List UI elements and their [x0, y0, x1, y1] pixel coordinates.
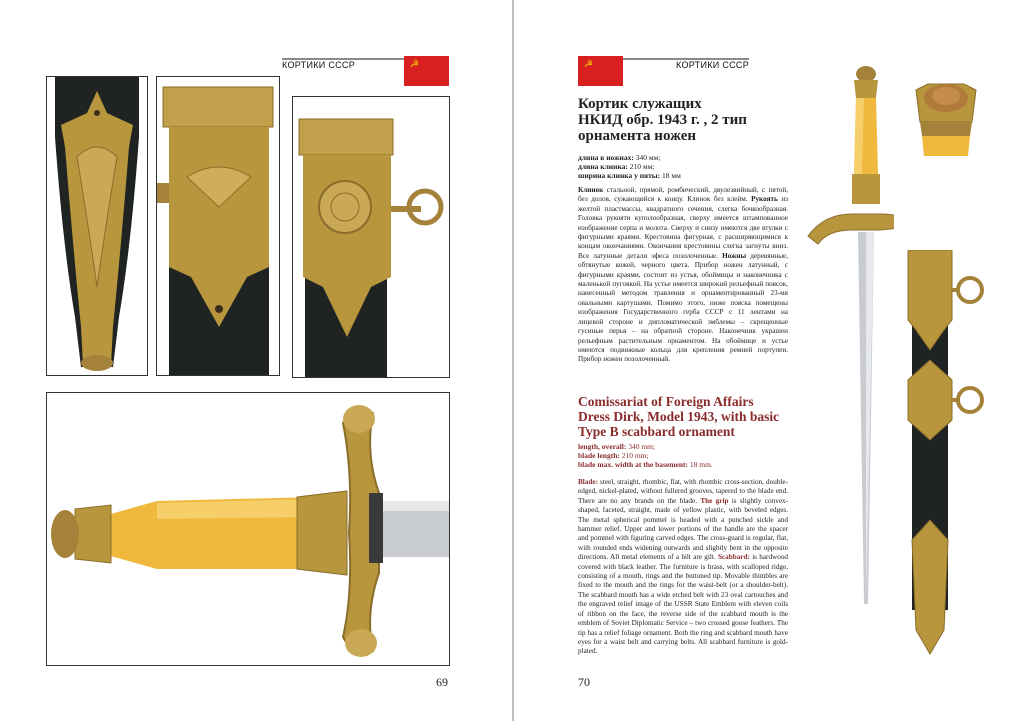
ussr-flag-icon: ☭ [578, 56, 623, 86]
photo-scabbard-tip [46, 76, 148, 376]
photo-dirk-full [804, 64, 894, 610]
photo-pommel-closeup [908, 76, 984, 166]
specs-russian: длина в ножнах: 340 мм; длина клинка: 210 мм; ширина клинка у пяты: 18 мм [578, 153, 681, 180]
right-page [514, 0, 1024, 721]
photo-scabbard-mouth-emblem [292, 96, 450, 378]
header-title: КОРТИКИ СССР [676, 60, 750, 70]
header-title: КОРТИКИ СССР [282, 60, 356, 70]
description-russian: Клинок стальной, прямой, ромбический, двулезвийный, с пятой, без долов, сужающийся к концу. Клинок без клейм. Рукоять из желтой пластмассы, квадратного сечения, слегка бочкообразная. Головка рукояти куполообразная, сверху имеется штампованное изображение серпа и молота. Сверху и снизу имеются две втулки с фигурными краями. Крестовина фигурная, с расширяющимися к концам окончаниями. Окончания крестовины слегка загнуты вниз. Все латунные детали эфеса позолоченные. Ножны деревянные, обтянутые кожей, черного цвета. Прибор ножен латунный, с фигурными краями, состоит из устья, обоймицы и наконечника с маленькой пуговкой. На устье имеется широкий рельефный поясок, нанесенный методом травления и орнаментированный 23-мя овальными картушами. Помимо этого, ниже пояска помещены изображения Государственного герба СССР с 11 лентами на лицевой стороне и дипломатической эмблемы – скрещенные гусиные перья – на обратной стороне. Наконечник украшен рельефным растительным орнаментом. На обоймице и устье имеются подвижные кольца для крепления ремней портупеи. Прибор ножен позолоченный. [578, 186, 789, 364]
description-english: Blade: steel, straight, rhombic, flat, with rhombic cross-section, double-edged, nickel-plated, without fullered grooves, tapered to the blade end. There are no any brands on the blade. The grip is slightly convex-shaped, faceted, straight, made of yellow plastic, with beveled edges. The metal spherical pommel is headed with a punched sickle and hammer relief. Upper and lower portions of the handle are the spacer and pommel with figuring carved edges. The cross-guard is regular, flat, with rounded ends widening outwards and slightly bent in the opposite directions. All metal elements of a hilt are gilt. Scabbard: is hardwood covered with black leather. The furniture is brass, with scalloped ridge, consisting of a mouth, rings and the buttoned tip. Movable thimbles are fixed to the mouth and the rings for the waist-belt (or a shoulder-belt). The scabbard mouth has a wide etched belt with 23 oval cartouches and the engraved relief image of the USSR State Emblem with eleven coils of ribbon on the face, the reverse side of the scabbard mouth is the emblem of Soviet Diplomatic Service – two crossed goose feathers. The tip has a relief foliage ornament. Both the ring and scabbard mouth have eyes for a waist belt and carrying belts. All scabbard furniture is gold-plated. [578, 478, 789, 656]
page-number: 69 [436, 675, 448, 689]
photo-hilt [46, 392, 450, 666]
title-russian: Кортик служащих НКИД обр. 1943 г. , 2 тип орнамента ножен [578, 96, 747, 144]
photo-scabbard-mouth-feathers [156, 76, 280, 376]
ussr-flag-icon: ☭ [404, 56, 449, 86]
specs-english: length, overall: 340 mm; blade length: 210 mm; blade max. width at the basement: 18 mm. [578, 442, 713, 469]
title-english: Comissariat of Foreign Affairs Dress Dirk, Model 1943, with basic Type B scabbard ornament [578, 394, 780, 439]
page-number: 70 [578, 675, 590, 689]
photo-scabbard-full [904, 250, 992, 660]
